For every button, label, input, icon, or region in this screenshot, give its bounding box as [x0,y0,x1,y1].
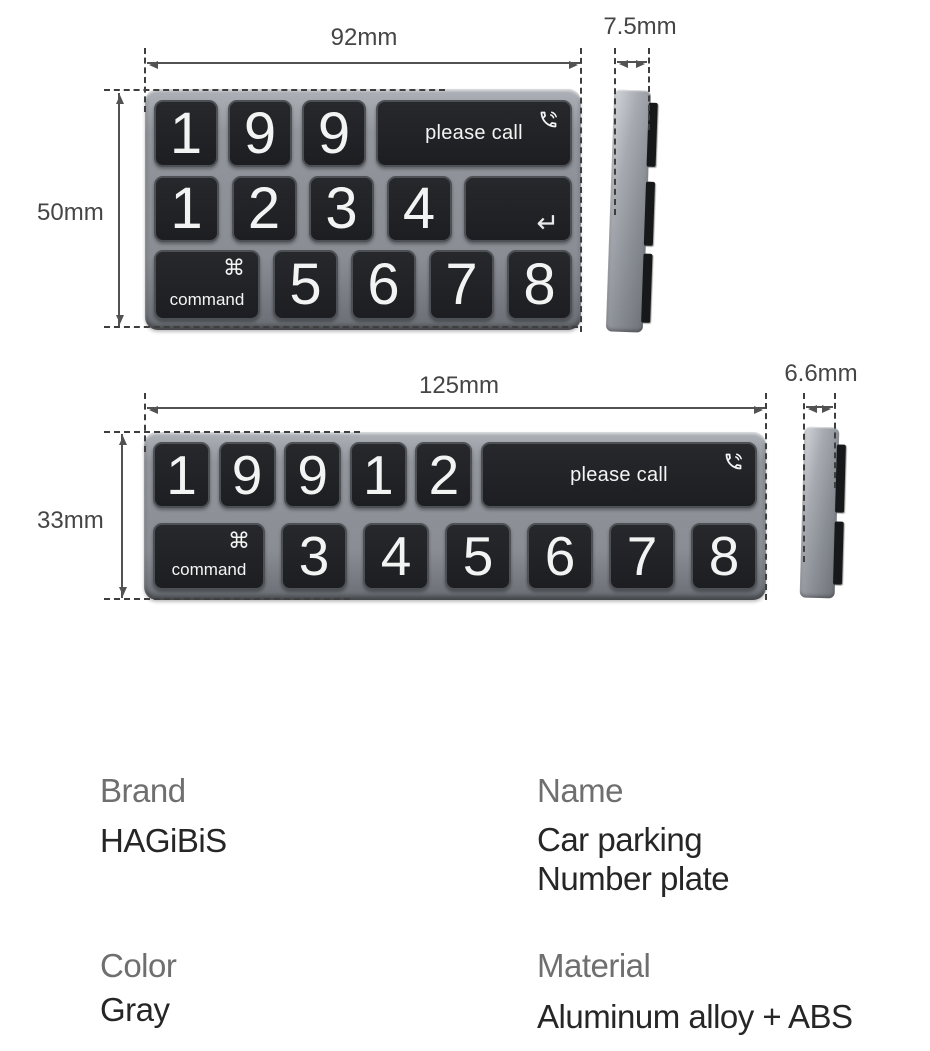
dim-extension-line [765,393,767,600]
spec-brand-label: Brand [100,772,186,809]
key-label: 7 [445,252,478,317]
spec-material-value: Aluminum alloy + ABS [537,998,853,1035]
return-icon: ↵ [536,207,559,239]
spec-name-value-line1: Car parking [537,821,703,858]
phone-call-icon [723,451,744,472]
key-label: 3 [298,525,330,587]
key-3 [281,523,347,590]
key-label: 1 [169,100,203,166]
key-label: 1 [166,443,197,506]
dim-extension-line [104,598,350,600]
phone-call-icon [538,109,559,130]
dim-extension-line [580,48,582,332]
key-1 [153,442,210,508]
key-7 [429,250,494,320]
key-label: 2 [247,175,281,241]
dim-label-thickness-small: 7.5mm [603,13,677,40]
key-6 [527,523,593,590]
command-icon: ⌘ [228,529,250,554]
key-row [153,523,757,590]
key-5 [445,523,511,590]
key-1 [350,442,407,508]
key-9 [284,442,341,508]
keypad-large-front-view [144,432,766,600]
key-2 [232,176,297,242]
key-label: 8 [523,252,556,317]
key-5 [273,250,338,320]
key-label: 8 [708,525,740,587]
key-command [153,523,265,590]
command-icon: ⌘ [223,256,245,281]
dim-extension-line [104,326,578,328]
dim-arrow-height-large [121,434,123,598]
key-label: 1 [170,175,203,241]
key-label: 6 [544,525,576,587]
key-label: 9 [243,100,277,166]
key-3 [309,176,374,242]
key-4 [363,523,429,590]
dim-extension-line [614,48,616,215]
key-4 [387,176,452,242]
key-1 [154,176,219,242]
dim-extension-line [104,431,360,433]
key-8 [507,250,572,320]
key-2 [415,442,472,508]
command-label: command [171,560,247,579]
dim-label-height-small: 50mm [37,199,104,226]
dim-arrow-height-small [118,93,120,326]
key-row [153,442,757,508]
dim-arrow-thickness-large [806,406,833,408]
side-key-nub [835,444,846,512]
spec-name-value-line2: Number plate [537,860,730,897]
dim-extension-line [648,48,650,130]
please-call-label: please call [570,463,668,486]
dim-arrow-thickness-small [617,61,647,63]
key-label: 5 [462,525,494,587]
key-command [154,250,260,320]
side-key-nub [644,182,655,246]
key-please-call [481,442,757,508]
side-key-nub [641,254,652,323]
key-9 [219,442,276,508]
key-label: 4 [380,525,412,587]
key-label: 4 [402,175,436,241]
spec-color-label: Color [100,947,177,984]
dim-label-width-small: 92mm [330,24,398,51]
key-label: 3 [325,175,358,241]
key-row [154,100,572,167]
dim-extension-line [104,89,445,91]
key-row [154,250,572,320]
key-6 [351,250,416,320]
side-key-nub [833,521,844,584]
key-9 [302,100,366,167]
spec-name-label: Name [537,772,624,809]
key-label: 9 [297,443,328,506]
key-row [154,176,572,242]
key-7 [609,523,675,590]
key-label: 1 [362,443,394,506]
dim-label-width-large: 125mm [418,372,500,399]
dim-extension-line [144,48,146,112]
spec-brand-value: HAGiBiS [100,822,227,859]
dim-label-thickness-large: 6.6mm [784,360,858,387]
dim-extension-line [803,393,805,562]
key-enter [464,176,572,242]
key-label: 2 [428,443,460,506]
key-label: 9 [317,100,351,166]
spec-material-label: Material [537,947,651,984]
dim-arrow-width-large [147,407,765,409]
spec-color-value: Gray [100,991,170,1028]
keypad-small-front-view [145,89,581,330]
key-label: 5 [289,252,322,317]
key-label: 9 [231,443,263,506]
please-call-label: please call [425,122,523,144]
dim-extension-line [144,393,146,452]
dim-arrow-width-small [147,62,580,64]
key-label: 7 [626,525,658,587]
key-8 [691,523,757,590]
dim-extension-line [834,393,836,488]
key-1 [154,100,218,167]
keypad-small-side-view [606,89,651,332]
key-please-call [376,100,572,167]
dim-label-height-large: 33mm [37,507,104,534]
key-label: 6 [367,252,400,317]
key-9 [228,100,292,167]
command-label: command [169,290,245,309]
